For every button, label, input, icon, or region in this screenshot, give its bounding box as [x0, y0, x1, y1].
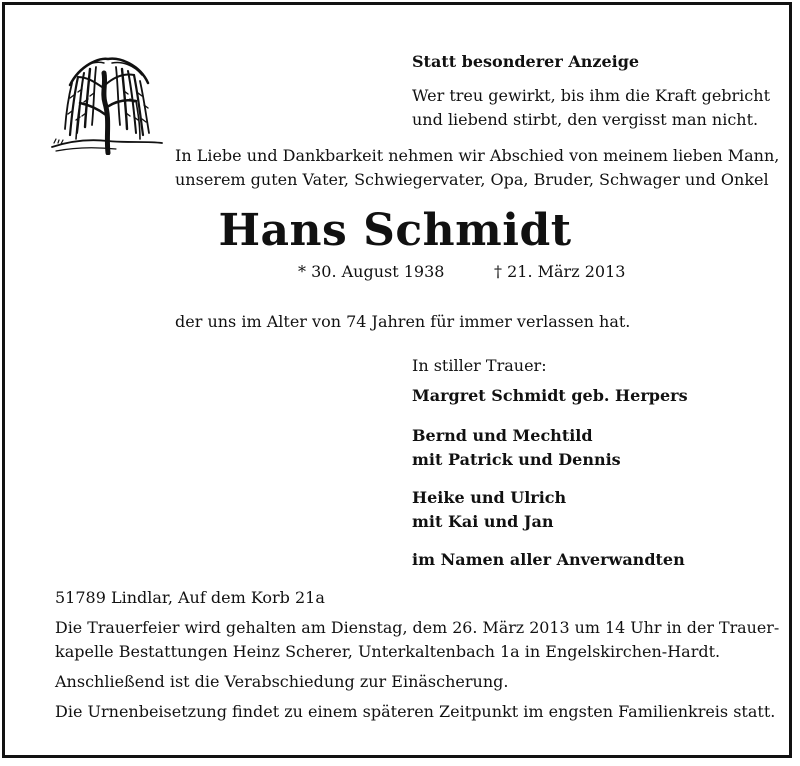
- address: 51789 Lindlar, Auf dem Korb 21a: [55, 588, 325, 607]
- mourners-intro: In stiller Trauer:: [412, 356, 547, 375]
- urn-line: Die Urnenbeisetzung findet zu einem späteren Zeitpunkt im engsten Familienkreis statt.: [55, 702, 776, 721]
- mourner-family-2-line-1: Heike und Ulrich: [412, 488, 567, 507]
- funeral-line-2: kapelle Bestattungen Heinz Scherer, Unterkaltenbach 1a in Engelskirchen-Hardt.: [55, 642, 721, 661]
- funeral-line-1: Die Trauerfeier wird gehalten am Dienstag, dem 26. März 2013 um 14 Uhr in der Trauer-: [55, 618, 780, 637]
- age-line: der uns im Alter von 74 Jahren für immer verlassen hat.: [175, 312, 631, 331]
- intro-line-1: In Liebe und Dankbarkeit nehmen wir Abschied von meinem lieben Mann,: [175, 146, 780, 165]
- mourner-spouse: Margret Schmidt geb. Herpers: [412, 386, 688, 405]
- notice-heading: Statt besonderer Anzeige: [412, 52, 640, 71]
- willow-tree-icon: [50, 55, 165, 155]
- deceased-name: Hans Schmidt: [218, 205, 572, 256]
- mourner-family-1-line-2: mit Patrick und Dennis: [412, 450, 621, 469]
- mourner-family-1-line-1: Bernd und Mechtild: [412, 426, 593, 445]
- intro-line-2: unserem guten Vater, Schwiegervater, Opa, Bruder, Schwager und Onkel: [175, 170, 769, 189]
- mourner-family-2-line-2: mit Kai und Jan: [412, 512, 554, 531]
- verse-line-2: und liebend stirbt, den vergisst man nicht.: [412, 110, 759, 129]
- farewell-line: Anschließend ist die Verabschiedung zur Einäscherung.: [55, 672, 509, 691]
- mourners-closing: im Namen aller Anverwandten: [412, 550, 685, 569]
- verse-line-1: Wer treu gewirkt, bis ihm die Kraft gebricht: [412, 86, 770, 105]
- birth-date: * 30. August 1938: [298, 262, 445, 281]
- death-date: † 21. März 2013: [494, 262, 626, 281]
